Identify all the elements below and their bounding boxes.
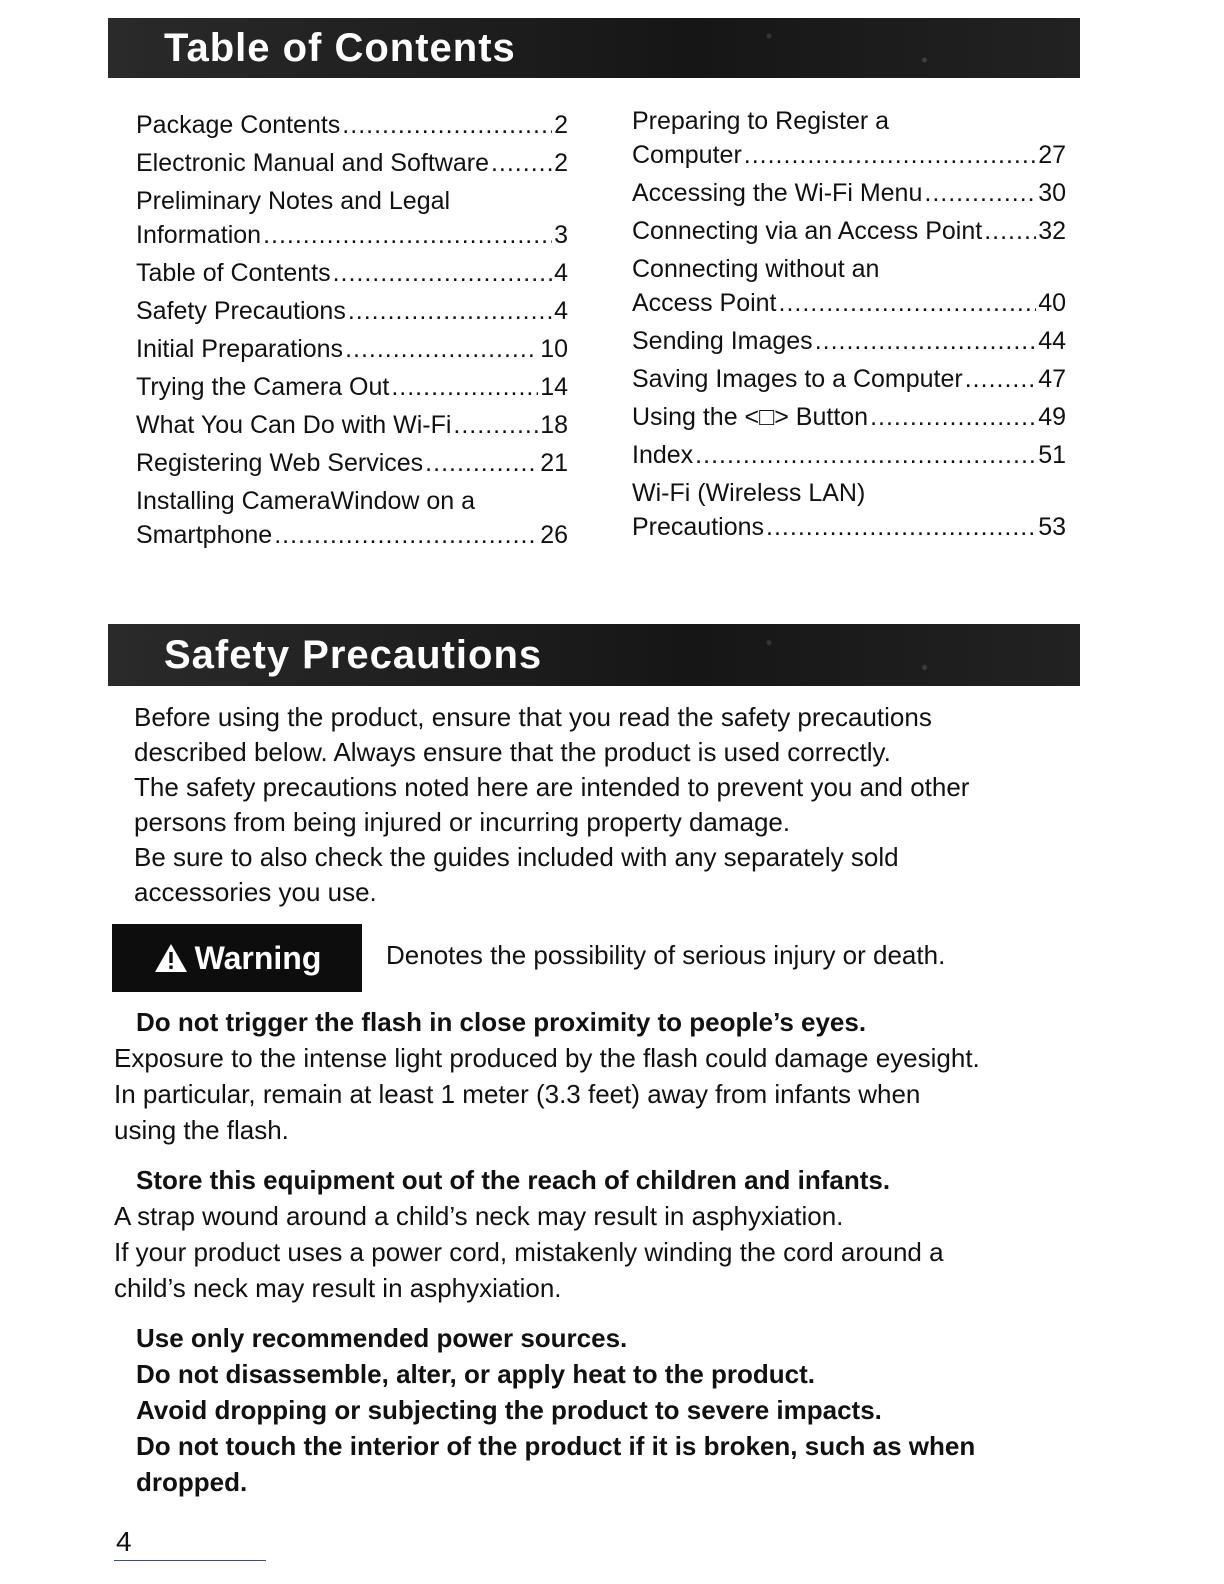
safety-item-flash: [114, 1004, 1094, 1148]
toc-entry-page: 21: [540, 449, 568, 477]
toc-leader-dots: [695, 438, 1036, 472]
toc-entry-title: Access Point: [632, 289, 777, 317]
toc-entry-page: 53: [1038, 513, 1066, 541]
toc-entry-page: 40: [1038, 289, 1066, 317]
item-heading: dropped.: [136, 1467, 248, 1497]
toc-entry: [632, 252, 1066, 320]
toc-leader-dots: [263, 218, 552, 252]
page-number: 4: [116, 1526, 132, 1557]
item-heading: Avoid dropping or subjecting the product to severe impacts.: [136, 1395, 882, 1425]
item-line: Exposure to the intense light produced by the flash could damage eyesight.: [114, 1043, 980, 1073]
toc-entry-title: Sending Images: [632, 327, 813, 355]
toc-entry-title: Information: [136, 221, 262, 249]
intro-line: The safety precautions noted here are intended to prevent you and other: [134, 772, 970, 802]
toc-entry: [632, 104, 1066, 172]
toc-leader-dots: [342, 108, 552, 142]
toc-leader-dots: [984, 214, 1036, 248]
toc-entry-page: 14: [540, 373, 568, 401]
toc-entry-title: Registering Web Services: [136, 449, 424, 477]
item-line: A strap wound around a child’s neck may result in asphyxiation.: [114, 1201, 844, 1231]
toc-entry-title: Initial Preparations: [136, 335, 344, 363]
safety-intro: [134, 700, 1074, 910]
item-heading: Use only recommended power sources.: [136, 1323, 628, 1353]
toc-entry-page: 51: [1038, 441, 1066, 469]
toc-entry: [136, 184, 568, 252]
intro-line: accessories you use.: [134, 877, 377, 907]
toc-entry-page: 3: [554, 221, 568, 249]
toc-leader-dots: [453, 408, 538, 442]
item-heading: Do not disassemble, alter, or apply heat to the product.: [136, 1359, 816, 1389]
toc-leader-dots: [779, 286, 1037, 320]
toc-entry-page: 27: [1038, 141, 1066, 169]
toc-entry-page: 4: [554, 259, 568, 287]
toc-entry: [632, 438, 1066, 472]
item-heading: Store this equipment out of the reach of children and infants.: [136, 1165, 891, 1195]
toc-entry-title: Connecting via an Access Point: [632, 217, 983, 245]
toc-entry: [632, 214, 1066, 248]
toc-leader-dots: [744, 138, 1036, 172]
toc-entry-title-line: Connecting without an: [632, 255, 880, 283]
toc-entry-title: Saving Images to a Computer: [632, 365, 963, 393]
toc-entry-page: 2: [554, 111, 568, 139]
toc-entry-title: Accessing the Wi-Fi Menu: [632, 179, 923, 207]
toc-entry-title-line: Installing CameraWindow on a: [136, 487, 476, 515]
toc-leader-dots: [425, 446, 538, 480]
item-heading: Do not touch the interior of the product if it is broken, such as when: [136, 1431, 976, 1461]
toc-leader-dots: [348, 294, 552, 328]
toc-leader-dots: [345, 332, 538, 366]
toc-entry: [632, 400, 1066, 434]
warning-triangle-icon: [153, 942, 189, 974]
toc-leader-dots: [815, 324, 1037, 358]
intro-line: described below. Always ensure that the product is used correctly.: [134, 737, 891, 767]
toc-entry-page: 32: [1038, 217, 1066, 245]
toc-right-column: [632, 104, 1066, 548]
toc-entry: [136, 332, 568, 366]
toc-entry: [136, 446, 568, 480]
toc-leader-dots: [965, 362, 1036, 396]
toc-leader-dots: [274, 518, 538, 552]
safety-heading: Safety Precautions: [108, 624, 1080, 686]
toc-heading: Table of Contents: [108, 18, 1080, 78]
toc-entry-title: Index: [632, 441, 694, 469]
toc-entry-page: 49: [1038, 403, 1066, 431]
item-line: child’s neck may result in asphyxiation.: [114, 1273, 562, 1303]
item-line: using the flash.: [114, 1115, 289, 1145]
toc-entry-page: 18: [540, 411, 568, 439]
warning-badge: [112, 924, 362, 992]
toc-entry-title: Smartphone: [136, 521, 273, 549]
toc-entry-page: 30: [1038, 179, 1066, 207]
toc-entry: [136, 108, 568, 142]
toc-entry-page: 47: [1038, 365, 1066, 393]
safety-item-children: [114, 1162, 1094, 1306]
toc-entry: [136, 294, 568, 328]
toc-leader-dots: [870, 400, 1036, 434]
toc-entry: [136, 370, 568, 404]
toc-entry-page: 44: [1038, 327, 1066, 355]
intro-line: Be sure to also check the guides included with any separately sold: [134, 842, 899, 872]
toc-entry: [136, 408, 568, 442]
toc-entry: [632, 324, 1066, 358]
toc-entry: [136, 146, 568, 180]
toc-entry-title: Package Contents: [136, 111, 341, 139]
toc-entry-title: What You Can Do with Wi-Fi: [136, 411, 452, 439]
toc-entry-page: 2: [554, 149, 568, 177]
toc-leader-dots: [491, 146, 552, 180]
toc-entry-title: Computer: [632, 141, 742, 169]
toc-entry-title-line: Wi-Fi (Wireless LAN): [632, 479, 866, 507]
toc-leader-dots: [333, 256, 553, 290]
intro-line: Before using the product, ensure that you read the safety precautions: [134, 702, 932, 732]
warning-description: Denotes the possibility of serious injury or death.: [386, 940, 946, 970]
toc-entry: [136, 484, 568, 552]
toc-entry-title: Table of Contents: [136, 259, 331, 287]
item-line: If your product uses a power cord, mistakenly winding the cord around a: [114, 1237, 944, 1267]
toc-entry-title: Using the <□> Button: [632, 403, 869, 431]
toc-entry-title: Electronic Manual and Software: [136, 149, 489, 177]
toc-entry: [632, 176, 1066, 210]
toc-entry-title: Trying the Camera Out: [136, 373, 390, 401]
toc-entry: [632, 476, 1066, 544]
toc-left-column: [136, 108, 568, 556]
toc-entry-title: Safety Precautions: [136, 297, 346, 325]
toc-entry: [136, 256, 568, 290]
toc-entry-page: 4: [554, 297, 568, 325]
toc-entry-page: 26: [540, 521, 568, 549]
page-rule: [114, 1560, 266, 1561]
toc-leader-dots: [766, 510, 1036, 544]
warning-label: Warning: [194, 939, 322, 976]
toc-entry-title-line: Preparing to Register a: [632, 107, 890, 135]
toc-entry-title: Precautions: [632, 513, 765, 541]
toc-entry-page: 10: [540, 335, 568, 363]
toc-leader-dots: [391, 370, 538, 404]
toc-leader-dots: [924, 176, 1036, 210]
item-heading: Do not trigger the flash in close proximity to people’s eyes.: [136, 1007, 867, 1037]
item-line: In particular, remain at least 1 meter (3.3 feet) away from infants when: [114, 1079, 921, 1109]
safety-item-power: [114, 1320, 1094, 1500]
toc-entry-title-line: Preliminary Notes and Legal: [136, 187, 451, 215]
toc-entry: [632, 362, 1066, 396]
intro-line: persons from being injured or incurring property damage.: [134, 807, 791, 837]
